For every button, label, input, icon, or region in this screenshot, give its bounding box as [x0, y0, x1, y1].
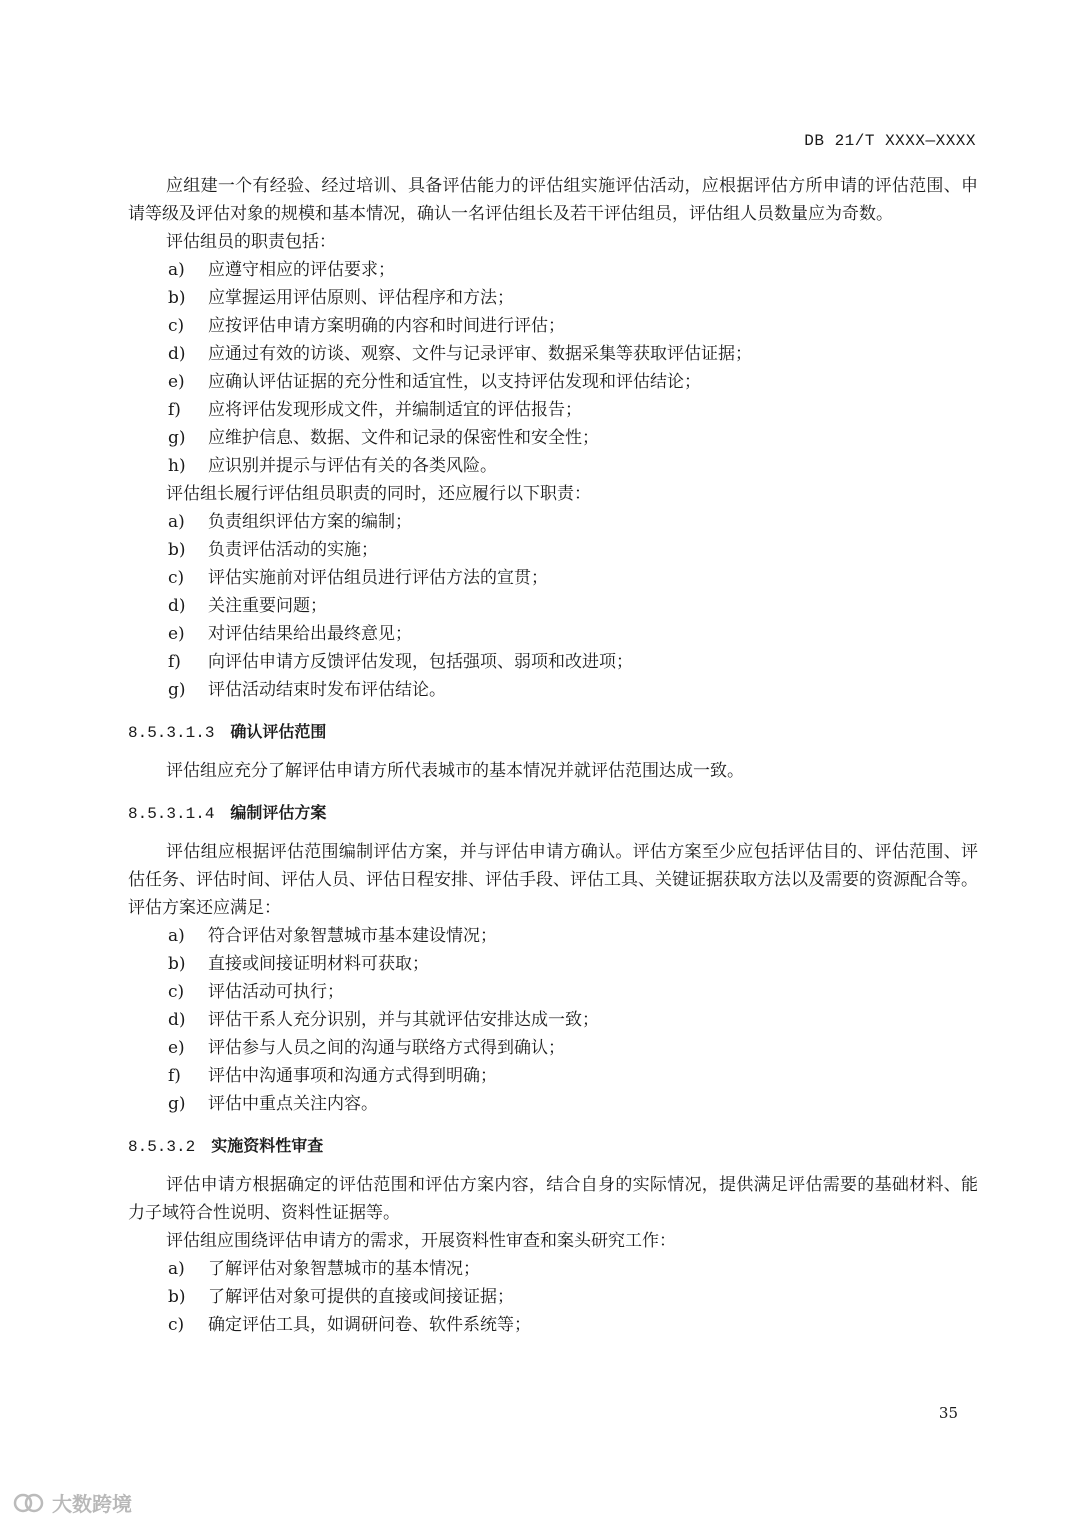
list-item: b) 负责评估活动的实施；: [168, 540, 378, 560]
document-code: DB 21/T XXXX—XXXX: [804, 132, 976, 150]
list-item: a) 了解评估对象智慧城市的基本情况；: [168, 1259, 480, 1279]
section-heading-8-5-3-1-4: 8.5.3.1.4 编制评估方案: [128, 803, 327, 823]
member-duties-intro: 评估组员的职责包括：: [166, 232, 336, 252]
section-heading-8-5-3-1-3: 8.5.3.1.3 确认评估范围: [128, 722, 327, 742]
leader-duties-intro: 评估组长履行评估组员职责的同时，还应履行以下职责：: [166, 484, 591, 504]
review-items-list: [128, 1255, 978, 1339]
page-body: [128, 172, 978, 1339]
list-item: b) 直接或间接证明材料可获取；: [168, 954, 429, 974]
list-item: d) 关注重要问题；: [168, 596, 327, 616]
list-item: g) 应维护信息、数据、文件和记录的保密性和安全性；: [168, 428, 599, 448]
list-item: f) 向评估申请方反馈评估发现，包括强项、弱项和改进项；: [168, 652, 633, 672]
list-item: a) 负责组织评估方案的编制；: [168, 512, 412, 532]
section-paragraph: 评估组应根据评估范围编制评估方案，并与评估申请方确认。评估方案至少应包括评估目的、评估范围、评估任务、评估时间、评估人员、评估日程安排、评估手段、评估工具、关键证据获取方法以及需要的资源配合等。评估方案还应满足：: [128, 842, 978, 918]
list-item: e) 评估参与人员之间的沟通与联络方式得到确认；: [168, 1038, 565, 1058]
section-paragraph: 评估组应围绕评估申请方的需求，开展资料性审查和案头研究工作：: [166, 1231, 676, 1251]
list-item: h) 应识别并提示与评估有关的各类风险。: [168, 456, 497, 476]
list-item: c) 确定评估工具，如调研问卷、软件系统等；: [168, 1315, 531, 1335]
list-item: c) 评估活动可执行；: [168, 982, 344, 1002]
list-item: g) 评估活动结束时发布评估结论。: [168, 680, 446, 700]
list-item: b) 了解评估对象可提供的直接或间接证据；: [168, 1287, 514, 1307]
list-item: c) 应按评估申请方案明确的内容和时间进行评估；: [168, 316, 565, 336]
member-duties-list: [128, 256, 978, 480]
watermark-logo-icon: [12, 1491, 46, 1515]
section-paragraph: 评估组应充分了解评估申请方所代表城市的基本情况并就评估范围达成一致。: [166, 761, 744, 781]
list-item: b) 应掌握运用评估原则、评估程序和方法；: [168, 288, 514, 308]
watermark-text: 大数跨境: [52, 1492, 132, 1516]
plan-requirements-list: [128, 922, 978, 1118]
section-paragraph: 评估申请方根据确定的评估范围和评估方案内容，结合自身的实际情况，提供满足评估需要的基础材料、能力子域符合性说明、资料性证据等。: [128, 1175, 978, 1223]
intro-paragraph: 应组建一个有经验、经过培训、具备评估能力的评估组实施评估活动，应根据评估方所申请的评估范围、申请等级及评估对象的规模和基本情况，确认一名评估组长及若干评估组员，评估组人员数量应为奇数。: [128, 176, 978, 224]
list-item: g) 评估中重点关注内容。: [168, 1094, 378, 1114]
list-item: e) 对评估结果给出最终意见；: [168, 624, 412, 644]
list-item: e) 应确认评估证据的充分性和适宜性，以支持评估发现和评估结论；: [168, 372, 701, 392]
list-item: f) 应将评估发现形成文件，并编制适宜的评估报告；: [168, 400, 582, 420]
list-item: d) 评估干系人充分识别，并与其就评估安排达成一致；: [168, 1010, 599, 1030]
leader-duties-list: [128, 508, 978, 704]
list-item: d) 应通过有效的访谈、观察、文件与记录评审、数据采集等获取评估证据；: [168, 344, 752, 364]
page-number: 35: [938, 1404, 958, 1422]
watermark: [12, 1488, 132, 1517]
list-item: a) 符合评估对象智慧城市基本建设情况；: [168, 926, 497, 946]
list-item: a) 应遵守相应的评估要求；: [168, 260, 395, 280]
section-heading-8-5-3-2: 8.5.3.2 实施资料性审查: [128, 1136, 324, 1156]
list-item: f) 评估中沟通事项和沟通方式得到明确；: [168, 1066, 497, 1086]
list-item: c) 评估实施前对评估组员进行评估方法的宣贯；: [168, 568, 548, 588]
